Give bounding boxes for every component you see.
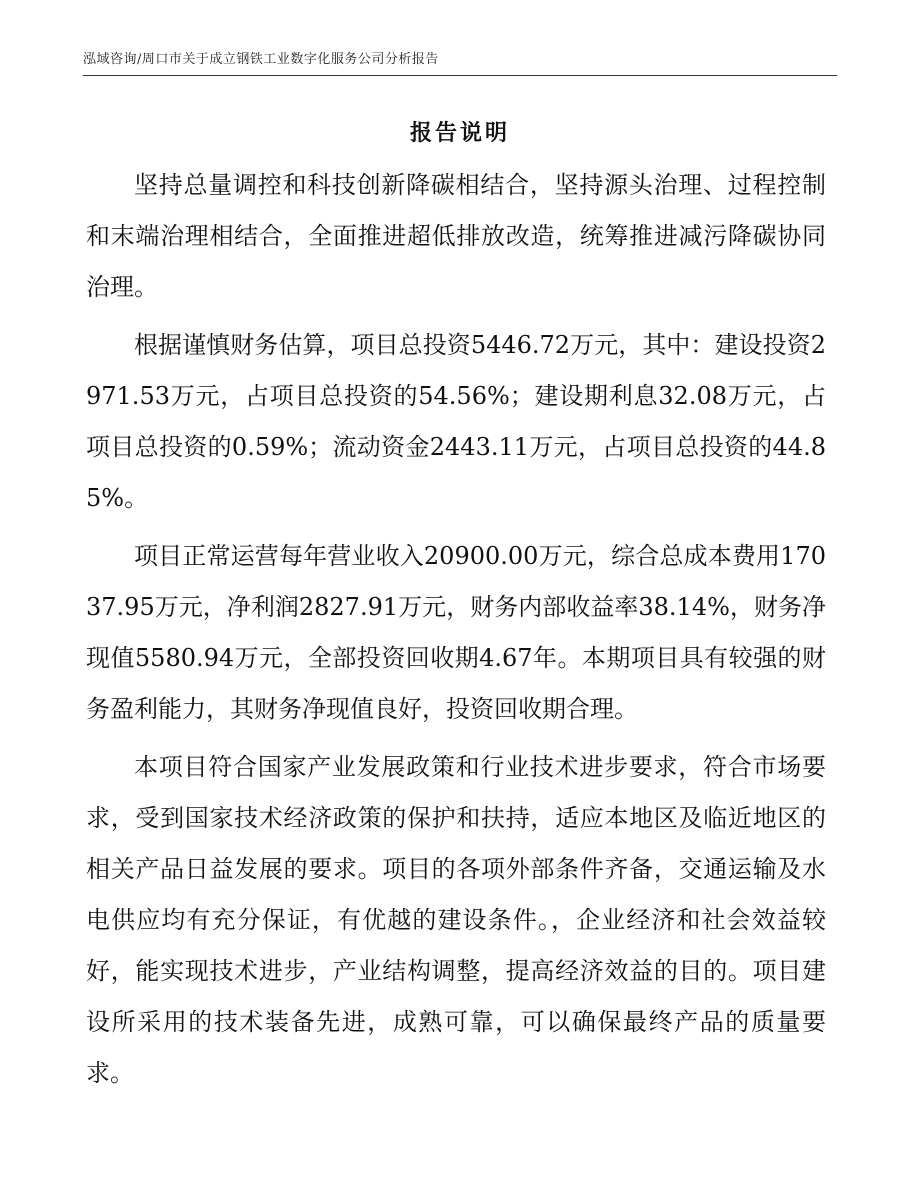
paragraph-revenue: 项目正常运营每年营业收入20900.00万元，综合总成本费用17037.95万元，净利润2827.91万元，财务内部收益率38.14%，财务净现值5580.94万元，全部投资回收期4.67年。本期项目具有较强的财务盈利能力，其财务净现值良好，投资回收期合理。 (86, 542, 826, 723)
paragraph-conclusion: 本项目符合国家产业发展政策和行业技术进步要求，符合市场要求，受到国家技术经济政策的保护和扶持，适应本地区及临近地区的相关产品日益发展的要求。项目的各项外部条件齐备，交通运输及水电供应均有充分保证，有优越的建设条件。，企业经济和社会效益较好，能实现技术进步，产业结构调整，提高经济效益的目的。项目建设所采用的技术装备先进，成熟可靠，可以确保最终产品的质量要求。 (86, 753, 826, 1087)
running-header: 泓域咨询/周口市关于成立钢铁工业数字化服务公司分析报告 (83, 52, 439, 67)
paragraph-investment: 根据谨慎财务估算，项目总投资5446.72万元，其中：建设投资2971.53万元，占项目总投资的54.56%；建设期利息32.08万元，占项目总投资的0.59%；流动资金2443.11万元，占项目总投资的44.85%。 (86, 331, 826, 512)
page-title: 报告说明 (409, 121, 510, 146)
header-divider (83, 75, 837, 76)
document-body (86, 160, 826, 1106)
paragraph-policy: 坚持总量调控和科技创新降碳相结合，坚持源头治理、过程控制和末端治理相结合，全面推进超低排放改造，统筹推进减污降碳协同治理。 (86, 171, 826, 301)
